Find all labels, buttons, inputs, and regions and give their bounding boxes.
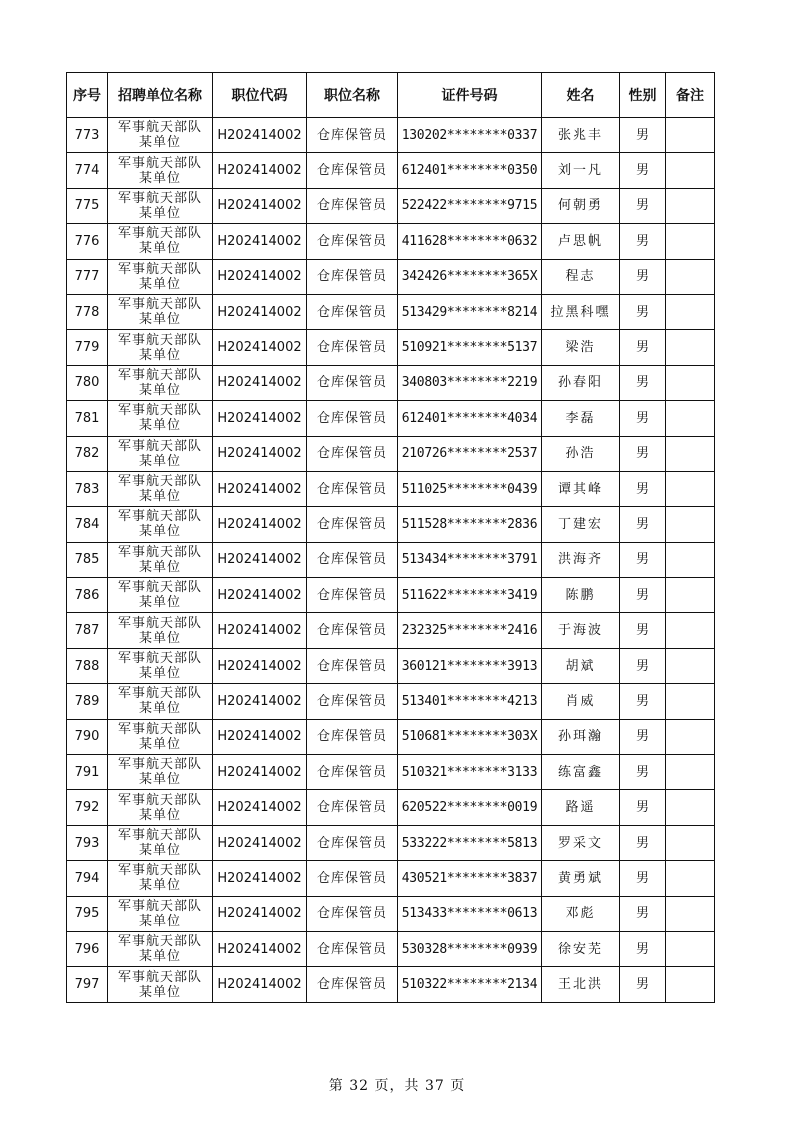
unit-line-1: 军事航天部队 [117,863,202,879]
seq-cell: 789 [67,684,108,719]
note-cell [666,896,715,931]
unit-line-2: 某单位 [138,418,181,434]
seq-cell: 786 [67,578,108,613]
unit-cell [108,542,213,577]
position-title-cell: 仓库保管员 [307,401,398,436]
position-title-cell: 仓库保管员 [307,684,398,719]
unit-cell [108,436,213,471]
name-cell: 于海波 [542,613,620,648]
note-cell [666,755,715,790]
name-cell: 拉黑科嘿 [542,294,620,329]
seq-cell: 793 [67,825,108,860]
note-cell [666,259,715,294]
header-name: 姓名 [542,73,620,118]
table-row [67,330,715,365]
unit-line-2: 某单位 [138,666,181,682]
seq-cell: 794 [67,861,108,896]
seq-cell: 788 [67,648,108,683]
table-row [67,684,715,719]
note-cell [666,542,715,577]
gender-cell: 男 [620,684,666,719]
unit-line-1: 军事航天部队 [117,580,202,596]
unit-line-2: 某单位 [138,170,181,186]
unit-line-1: 军事航天部队 [117,544,202,560]
name-cell: 黄勇斌 [542,861,620,896]
position-code-cell: H202414002 [213,507,307,542]
unit-cell [108,330,213,365]
unit-line-2: 某单位 [138,949,181,965]
id-number-cell: 510921********5137 [398,330,542,365]
note-cell [666,507,715,542]
note-cell [666,648,715,683]
name-cell: 邓彪 [542,896,620,931]
id-number-cell: 342426********365X [398,259,542,294]
name-cell: 陈鹏 [542,578,620,613]
seq-cell: 781 [67,401,108,436]
unit-cell [108,188,213,223]
unit-line-2: 某单位 [138,807,181,823]
unit-line-1: 军事航天部队 [117,190,202,206]
gender-cell: 男 [620,967,666,1002]
gender-cell: 男 [620,542,666,577]
seq-cell: 774 [67,153,108,188]
header-gender: 性别 [620,73,666,118]
note-cell [666,294,715,329]
table-row [67,825,715,860]
position-code-cell: H202414002 [213,365,307,400]
unit-line-1: 军事航天部队 [117,509,202,525]
unit-line-1: 军事航天部队 [117,155,202,171]
position-code-cell: H202414002 [213,755,307,790]
note-cell [666,401,715,436]
unit-line-1: 军事航天部队 [117,828,202,843]
note-cell [666,224,715,259]
unit-line-2: 某单位 [138,630,181,646]
unit-line-2: 某单位 [138,595,181,611]
seq-cell: 785 [67,542,108,577]
unit-cell [108,365,213,400]
table-row [67,224,715,259]
table-row [67,931,715,966]
gender-cell: 男 [620,896,666,931]
unit-line-1: 军事航天部队 [117,686,202,702]
name-cell: 路遥 [542,790,620,825]
gender-cell: 男 [620,259,666,294]
position-code-cell: H202414002 [213,542,307,577]
gender-cell: 男 [620,401,666,436]
seq-cell: 796 [67,931,108,966]
name-cell: 何朝勇 [542,188,620,223]
position-code-cell: H202414002 [213,471,307,506]
unit-line-2: 某单位 [138,772,181,788]
id-number-cell: 340803********2219 [398,365,542,400]
id-number-cell: 530328********0939 [398,931,542,966]
gender-cell: 男 [620,719,666,754]
id-number-cell: 511025********0439 [398,471,542,506]
name-cell: 胡斌 [542,648,620,683]
name-cell: 孙浩 [542,436,620,471]
position-code-cell: H202414002 [213,613,307,648]
id-number-cell: 511528********2836 [398,507,542,542]
unit-cell [108,578,213,613]
position-code-cell: H202414002 [213,719,307,754]
id-number-cell: 522422********9715 [398,188,542,223]
seq-cell: 792 [67,790,108,825]
position-title-cell: 仓库保管员 [307,118,398,153]
unit-line-2: 某单位 [138,701,181,717]
table-row [67,507,715,542]
position-title-cell: 仓库保管员 [307,188,398,223]
note-cell [666,436,715,471]
unit-line-1: 军事航天部队 [117,438,202,454]
unit-cell [108,471,213,506]
table-row [67,259,715,294]
seq-cell: 779 [67,330,108,365]
table-row [67,648,715,683]
unit-cell [108,861,213,896]
name-cell: 洪海齐 [542,542,620,577]
position-title-cell: 仓库保管员 [307,330,398,365]
table-row [67,967,715,1002]
name-cell: 练富鑫 [542,755,620,790]
note-cell [666,613,715,648]
unit-cell [108,931,213,966]
table-row [67,578,715,613]
header-row [67,73,715,118]
table-row [67,294,715,329]
position-title-cell: 仓库保管员 [307,259,398,294]
position-title-cell: 仓库保管员 [307,755,398,790]
header-id: 证件号码 [398,73,542,118]
unit-cell [108,648,213,683]
name-cell: 谭其峰 [542,471,620,506]
unit-line-2: 某单位 [138,878,181,894]
position-code-cell: H202414002 [213,330,307,365]
note-cell [666,153,715,188]
header-unit: 招聘单位名称 [108,73,213,118]
gender-cell: 男 [620,931,666,966]
position-title-cell: 仓库保管员 [307,648,398,683]
position-code-cell: H202414002 [213,224,307,259]
unit-line-1: 军事航天部队 [117,332,202,348]
id-number-cell: 130202********0337 [398,118,542,153]
name-cell: 卢思帆 [542,224,620,259]
unit-cell [108,825,213,860]
unit-cell [108,401,213,436]
seq-cell: 787 [67,613,108,648]
note-cell [666,719,715,754]
position-code-cell: H202414002 [213,790,307,825]
unit-line-2: 某单位 [138,276,181,292]
position-title-cell: 仓库保管员 [307,507,398,542]
name-cell: 丁建宏 [542,507,620,542]
position-title-cell: 仓库保管员 [307,153,398,188]
unit-line-2: 某单位 [138,312,181,328]
unit-line-1: 军事航天部队 [117,261,202,277]
gender-cell: 男 [620,224,666,259]
seq-cell: 795 [67,896,108,931]
table-row [67,613,715,648]
unit-cell [108,507,213,542]
unit-cell [108,967,213,1002]
note-cell [666,790,715,825]
unit-line-2: 某单位 [138,382,181,398]
unit-line-1: 军事航天部队 [117,898,202,914]
note-cell [666,861,715,896]
unit-line-1: 军事航天部队 [117,297,202,313]
table-row [67,790,715,825]
unit-cell [108,896,213,931]
position-code-cell: H202414002 [213,153,307,188]
unit-line-2: 某单位 [138,843,181,858]
unit-line-1: 军事航天部队 [117,615,202,631]
position-title-cell: 仓库保管员 [307,790,398,825]
position-code-cell: H202414002 [213,896,307,931]
id-number-cell: 510321********3133 [398,755,542,790]
unit-cell [108,294,213,329]
unit-cell [108,259,213,294]
unit-line-2: 某单位 [138,984,181,1000]
id-number-cell: 411628********0632 [398,224,542,259]
seq-cell: 784 [67,507,108,542]
unit-cell [108,719,213,754]
seq-cell: 773 [67,118,108,153]
gender-cell: 男 [620,790,666,825]
gender-cell: 男 [620,294,666,329]
seq-cell: 775 [67,188,108,223]
unit-cell [108,613,213,648]
position-title-cell: 仓库保管员 [307,578,398,613]
gender-cell: 男 [620,118,666,153]
unit-cell [108,790,213,825]
gender-cell: 男 [620,507,666,542]
page-number: 第 32 页，共 37 页 [328,1078,466,1094]
name-cell: 刘一凡 [542,153,620,188]
note-cell [666,188,715,223]
position-code-cell: H202414002 [213,578,307,613]
position-title-cell: 仓库保管员 [307,825,398,860]
name-cell: 王北洪 [542,967,620,1002]
unit-cell [108,153,213,188]
gender-cell: 男 [620,648,666,683]
seq-cell: 778 [67,294,108,329]
name-cell: 孙春阳 [542,365,620,400]
seq-cell: 791 [67,755,108,790]
note-cell [666,825,715,860]
header-seq: 序号 [67,73,108,118]
position-title-cell: 仓库保管员 [307,931,398,966]
position-code-cell: H202414002 [213,967,307,1002]
table-row [67,118,715,153]
unit-cell [108,224,213,259]
gender-cell: 男 [620,153,666,188]
header-code: 职位代码 [213,73,307,118]
unit-line-2: 某单位 [138,135,181,151]
name-cell: 罗采文 [542,825,620,860]
position-title-cell: 仓库保管员 [307,224,398,259]
id-number-cell: 612401********0350 [398,153,542,188]
unit-cell [108,755,213,790]
gender-cell: 男 [620,578,666,613]
id-number-cell: 620522********0019 [398,790,542,825]
position-title-cell: 仓库保管员 [307,471,398,506]
header-note: 备注 [666,73,715,118]
position-title-cell: 仓库保管员 [307,436,398,471]
unit-cell [108,684,213,719]
id-number-cell: 360121********3913 [398,648,542,683]
unit-line-1: 军事航天部队 [117,403,202,419]
position-title-cell: 仓库保管员 [307,967,398,1002]
table-row [67,153,715,188]
position-title-cell: 仓库保管员 [307,896,398,931]
name-cell: 李磊 [542,401,620,436]
unit-line-2: 某单位 [138,913,181,929]
unit-line-2: 某单位 [138,347,181,363]
note-cell [666,578,715,613]
position-code-cell: H202414002 [213,931,307,966]
gender-cell: 男 [620,861,666,896]
table-row [67,471,715,506]
id-number-cell: 513429********8214 [398,294,542,329]
name-cell: 张兆丰 [542,118,620,153]
name-cell: 孙珥瀚 [542,719,620,754]
gender-cell: 男 [620,613,666,648]
unit-line-1: 军事航天部队 [117,934,202,950]
unit-line-2: 某单位 [138,205,181,221]
unit-line-2: 某单位 [138,559,181,575]
note-cell [666,118,715,153]
unit-line-1: 军事航天部队 [117,651,202,667]
position-code-cell: H202414002 [213,188,307,223]
note-cell [666,967,715,1002]
seq-cell: 797 [67,967,108,1002]
unit-line-1: 军事航天部队 [117,792,202,808]
table-row [67,755,715,790]
unit-line-1: 军事航天部队 [117,120,202,136]
note-cell [666,684,715,719]
id-number-cell: 232325********2416 [398,613,542,648]
name-cell: 徐安芜 [542,931,620,966]
name-cell: 程志 [542,259,620,294]
table-row [67,365,715,400]
position-code-cell: H202414002 [213,436,307,471]
position-code-cell: H202414002 [213,259,307,294]
position-title-cell: 仓库保管员 [307,365,398,400]
unit-line-1: 军事航天部队 [117,226,202,242]
id-number-cell: 210726********2537 [398,436,542,471]
table-row [67,896,715,931]
note-cell [666,330,715,365]
gender-cell: 男 [620,330,666,365]
position-title-cell: 仓库保管员 [307,861,398,896]
gender-cell: 男 [620,436,666,471]
seq-cell: 782 [67,436,108,471]
note-cell [666,471,715,506]
roster-table [66,72,715,1003]
unit-line-2: 某单位 [138,489,181,505]
id-number-cell: 612401********4034 [398,401,542,436]
id-number-cell: 510322********2134 [398,967,542,1002]
id-number-cell: 513433********0613 [398,896,542,931]
position-code-cell: H202414002 [213,825,307,860]
unit-cell [108,118,213,153]
table-row [67,436,715,471]
seq-cell: 790 [67,719,108,754]
gender-cell: 男 [620,755,666,790]
seq-cell: 777 [67,259,108,294]
position-title-cell: 仓库保管员 [307,719,398,754]
gender-cell: 男 [620,825,666,860]
id-number-cell: 511622********3419 [398,578,542,613]
unit-line-2: 某单位 [138,241,181,257]
table-row [67,719,715,754]
seq-cell: 783 [67,471,108,506]
note-cell [666,931,715,966]
id-number-cell: 533222********5813 [398,825,542,860]
unit-line-1: 军事航天部队 [117,721,202,737]
name-cell: 肖威 [542,684,620,719]
name-cell: 梁浩 [542,330,620,365]
unit-line-1: 军事航天部队 [117,757,202,773]
position-code-cell: H202414002 [213,648,307,683]
unit-line-2: 某单位 [138,453,181,469]
id-number-cell: 513434********3791 [398,542,542,577]
table-row [67,542,715,577]
unit-line-1: 军事航天部队 [117,969,202,985]
gender-cell: 男 [620,188,666,223]
id-number-cell: 513401********4213 [398,684,542,719]
position-title-cell: 仓库保管员 [307,542,398,577]
unit-line-1: 军事航天部队 [117,367,202,383]
table-row [67,861,715,896]
unit-line-2: 某单位 [138,736,181,752]
unit-line-2: 某单位 [138,524,181,540]
unit-line-1: 军事航天部队 [117,474,202,490]
position-title-cell: 仓库保管员 [307,613,398,648]
table-row [67,188,715,223]
position-code-cell: H202414002 [213,684,307,719]
note-cell [666,365,715,400]
position-code-cell: H202414002 [213,118,307,153]
position-code-cell: H202414002 [213,861,307,896]
id-number-cell: 430521********3837 [398,861,542,896]
seq-cell: 780 [67,365,108,400]
gender-cell: 男 [620,365,666,400]
seq-cell: 776 [67,224,108,259]
position-code-cell: H202414002 [213,401,307,436]
id-number-cell: 510681********303X [398,719,542,754]
position-title-cell: 仓库保管员 [307,294,398,329]
header-title: 职位名称 [307,73,398,118]
table-row [67,401,715,436]
gender-cell: 男 [620,471,666,506]
position-code-cell: H202414002 [213,294,307,329]
